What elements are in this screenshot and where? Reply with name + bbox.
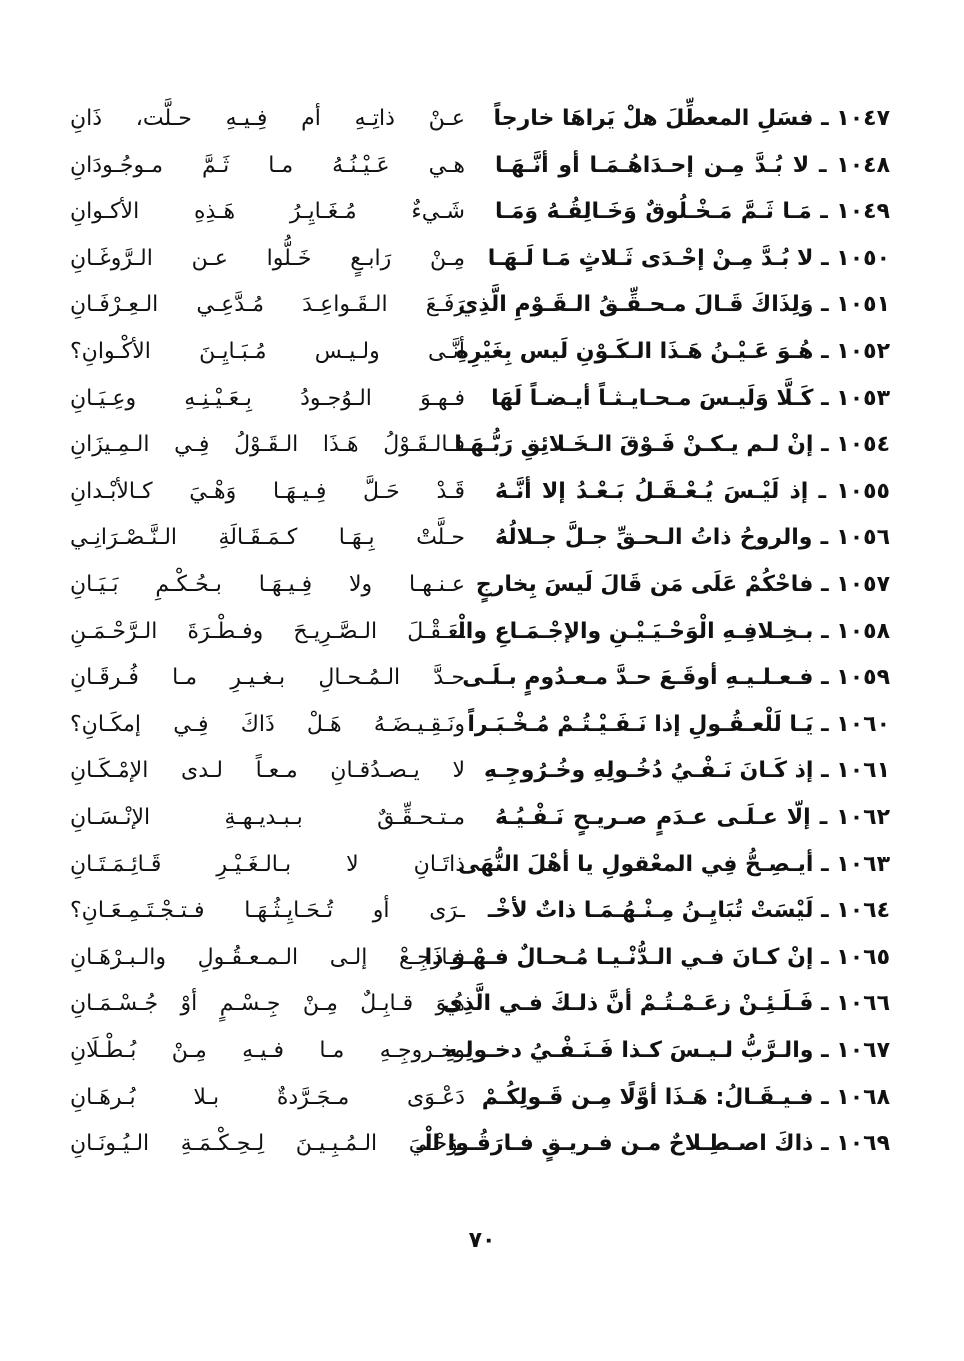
verse-line: [70, 236, 890, 283]
verse-first-hemistich: [495, 153, 890, 179]
verse-first-text: كَـلَّا وَلَيـسَ مـحـايـثـاً أيـضـاً لَهَا: [491, 385, 814, 411]
verse-first-text: فاحْكُمْ عَلَى مَن قَالَ لَيسَ بِخارجٍ: [475, 572, 814, 598]
verse-first-text: لا بُـدَّ مِـنْ إحْـدَى ثَـلاثٍ مَـا لَـهَـا: [487, 245, 814, 271]
verse-number: ١٠٥٥: [836, 478, 890, 504]
verse-separator: ـ: [821, 898, 829, 924]
verse-separator: ـ: [821, 385, 829, 411]
verse-first-text: أيـصِـحُّ فِي المعْقولِ يا أهْلَ النُّهَى: [457, 851, 814, 877]
verse-separator: ـ: [821, 339, 829, 365]
verse-second-hemistich: هُـوَ قـابِـلٌ مِـنْ جِـسْـمٍ أوْ جُـسْـمَـانِ: [70, 991, 465, 1017]
verse-second-hemistich: عـنْ ذاتِـهِ أم فِـيـهِ حـلَّت، ذَانِ: [70, 106, 465, 132]
verse-line: [70, 748, 890, 795]
verse-line: [70, 795, 890, 842]
verse-first-text: هُـوَ عَـيْـنُ هَـذَا الـكَـوْنِ لَيس بِغَيْرِهِ: [455, 339, 814, 365]
verse-number: ١٠٥٠: [836, 245, 890, 271]
verse-number: ١٠٥٦: [836, 525, 890, 551]
verse-second-hemistich: مـتـحـقِّـقٌ بـبـديـهـةِ الإنْـسَـانِ: [70, 805, 465, 830]
verse-separator: ـ: [818, 478, 827, 504]
poem-verses: [70, 96, 890, 1168]
verse-separator: ـ: [821, 572, 829, 598]
verse-second-hemistich: ـعَـقْـلَ الـصَّـرِيـحَ وفـطْـرَةَ الـرَّحْـمَـنِ: [70, 618, 465, 644]
verse-line: [70, 96, 890, 143]
verse-second-hemistich: ذاتَـانِ لا بـالـغَـيْـرِ قَـائِـمَـتَـانِ: [70, 851, 465, 877]
verse-first-hemistich: [495, 106, 890, 132]
verse-separator: ـ: [821, 245, 829, 271]
verse-second-hemistich: أنَّـى ولـيـس مُـبَـايِـنَ الأكْـوانِ؟: [70, 339, 465, 365]
verse-first-hemistich: [424, 944, 890, 971]
verse-number: ١٠٤٩: [836, 199, 890, 225]
verse-separator: ـ: [821, 758, 829, 784]
verse-first-hemistich: [450, 618, 890, 645]
verse-line: [70, 189, 890, 236]
verse-number: ١٠٦٤: [836, 898, 890, 924]
verse-first-text: إنْ كـانَ فـي الـدُّنْـيـا مُـحـالٌ فـهْـوَ ذَا: [424, 944, 814, 970]
verse-second-hemistich: فـارجِـعْ إلـى الـمـعـقُـولِ والـبـرْهَـانِ: [70, 944, 465, 970]
verse-line: [70, 609, 890, 656]
verse-second-hemistich: حـلَّتْ بِـهَـا كـمَـقَـالَةِ الـنَّـصْـرَانِـي: [70, 525, 465, 551]
verse-first-hemistich: [487, 245, 890, 272]
verse-separator: ـ: [821, 1037, 829, 1063]
verse-line: [70, 1074, 890, 1121]
verse-line: [70, 1121, 890, 1168]
verse-first-hemistich: [495, 479, 890, 505]
verse-first-text: فَـلَـئِـنْ زعَـمْـتُـمْ أنَّ ذلـكَ فـي الَّذِي: [442, 991, 814, 1017]
verse-number: ١٠٦٢: [836, 805, 890, 830]
verse-first-hemistich: [484, 758, 890, 784]
verse-line: [70, 376, 890, 423]
verse-first-text: فسَلِ المعطِّلَ هلْ يَراهَا خارجاً: [493, 106, 814, 132]
verse-number: ١٠٦٥: [836, 944, 890, 970]
verse-first-hemistich: [495, 805, 890, 831]
verse-second-hemistich: لا يـصـدُقـانِ مـعـاً لـدى الإمْـكَـانِ: [70, 758, 465, 784]
verse-first-text: إنْ لـم يـكـنْ فَـوْقَ الـخَـلائِقِ رَبُّـهَـا: [454, 432, 814, 458]
verse-first-hemistich: [454, 432, 890, 458]
verse-line: [70, 702, 890, 749]
verse-separator: ـ: [819, 805, 828, 830]
verse-second-hemistich: قَـدْ حَـلَّ فِـيـهَـا وَهْـيَ كـالأبْـدانِ: [70, 478, 465, 504]
verse-first-hemistich: [495, 199, 890, 225]
verse-first-hemistich: [457, 851, 890, 878]
verse-first-hemistich: [458, 292, 890, 318]
verse-number: ١٠٥٧: [836, 572, 890, 598]
verse-number: ١٠٦٣: [836, 851, 890, 877]
verse-second-hemistich: وخـروجِـهِ مـا فـيـهِ مِـنْ بُـطْـلَانِ: [70, 1037, 465, 1063]
verse-second-hemistich: حـدَّ الـمُـحـالِ بـغـيـرِ مـا فُـرقَـانِ: [70, 665, 465, 691]
verse-number: ١٠٦٩: [836, 1131, 890, 1157]
verse-line: [70, 888, 890, 935]
verse-line: [70, 981, 890, 1028]
verse-number: ١٠٥٨: [836, 618, 890, 644]
verse-line: [70, 329, 890, 376]
verse-second-hemistich: هـي عَـيْـنُـهُ مـا ثَـمَّ مـوجُـودَانِ: [70, 152, 465, 178]
verse-separator: ـ: [821, 432, 829, 458]
verse-first-hemistich: [487, 898, 890, 924]
verse-number: ١٠٦٨: [836, 1084, 890, 1110]
verse-second-hemistich: شَـيءٌ مُـغَـايِـرُ هَـذِهِ الأكـوانِ: [70, 199, 465, 225]
verse-first-text: فـيـقَـالُ: هَـذَا أوَّلًا مِـن قَـولِكُـمْ: [481, 1084, 814, 1110]
verse-number: ١٠٦٦: [836, 991, 890, 1017]
verse-separator: ـ: [818, 152, 827, 178]
verse-separator: ـ: [821, 711, 829, 737]
verse-first-hemistich: [475, 572, 890, 598]
verse-first-text: لا بُـدَّ مِـن إحـدَاهُـمَـا أو أنَّـهَـا: [495, 152, 810, 178]
verse-first-text: مَـا ثَـمَّ مَـخْـلُوقٌ وَخَـالِقُـهُ وَمَـا: [495, 199, 812, 225]
verse-first-hemistich: [455, 339, 890, 365]
verse-first-text: إذ لَيْـسَ يُـعْـقَـلُ بَـعْـدُ إلا أنَّـهُ: [495, 478, 809, 504]
verse-first-hemistich: [495, 525, 890, 551]
verse-line: [70, 282, 890, 329]
verse-second-hemistich: عـنـهـا ولا فِـيـهَـا بـحُـكْـمِ بَـيَـانِ: [70, 572, 465, 598]
page-number: ٧٠: [468, 1228, 496, 1253]
verse-first-hemistich: [462, 665, 890, 691]
verse-separator: ـ: [821, 944, 829, 970]
verse-first-text: والروحُ ذاتُ الـحـقِّ جـلَّ جـلالُهُ: [495, 525, 813, 551]
verse-first-hemistich: [416, 1131, 890, 1157]
verse-second-hemistich: دَعْـوَى مـجَـرَّدةٌ بـلا بُـرهَـانِ: [70, 1084, 465, 1110]
verse-first-text: لَيْسَتْ تُبَايِـنُ مِـنْـهُـمَـا ذاتٌ لأخْـ: [487, 898, 814, 924]
verse-first-hemistich: [467, 711, 890, 738]
verse-first-text: ذاكَ اصـطِـلاحٌ مـن فـريـقٍ فـارَقُـوا الْـ: [416, 1131, 814, 1157]
verse-line: [70, 562, 890, 609]
verse-line: [70, 1028, 890, 1075]
verse-first-hemistich: [491, 385, 890, 412]
verse-number: ١٠٥٤: [836, 432, 890, 458]
verse-number: ١٠٥١: [836, 292, 890, 318]
verse-first-text: بـخِـلافِـهِ الْوَحْـيَـيْـنِ والإجْـمَـاعِ والْـ: [450, 618, 814, 644]
verse-number: ١٠٤٨: [836, 152, 890, 178]
verse-number: ١٠٤٧: [836, 106, 890, 132]
verse-separator: ـ: [821, 991, 829, 1017]
verse-second-hemistich: مِـنْ رَابـعٍ خَـلُّوا عـن الـرَّوغَـانِ: [70, 245, 465, 271]
verse-line: [70, 655, 890, 702]
verse-number: ١٠٦٠: [836, 711, 890, 737]
verse-number: ١٠٥٩: [836, 665, 890, 691]
verse-first-text: إلّا عـلَـى عـدَمٍ صـريـحٍ نَـفْـيُـهُ: [495, 805, 811, 830]
verse-line: [70, 422, 890, 469]
verse-separator: ـ: [821, 1084, 829, 1110]
verse-first-hemistich: [481, 1084, 890, 1111]
verse-separator: ـ: [821, 665, 829, 691]
verse-number: ١٠٥٢: [836, 339, 890, 365]
verse-first-text: والـرَّبُّ لـيـسَ كـذا فَـنَـفْـيُ دخـولِـهِ: [444, 1037, 814, 1063]
verse-second-hemistich: فـالـقَـوْلُ هَـذَا الـقَـوْلُ فِـي الـمِـيزَانِ: [70, 432, 465, 458]
verse-first-text: يَـا لَلْعـقُـولِ إذا نَـفَـيْـتُـمْ مُـخْـبَـراً: [467, 711, 814, 737]
verse-second-hemistich: ـوَحْـيَ الـمُـبِـيـنَ لِـحِـكْـمَـةِ الـيُـونَـانِ: [70, 1131, 465, 1157]
verse-line: [70, 935, 890, 982]
verse-separator: ـ: [820, 525, 829, 551]
verse-number: ١٠٦١: [836, 758, 890, 784]
verse-first-hemistich: [442, 991, 890, 1017]
verse-second-hemistich: ونَـقِـيـضَـهُ هَـلْ ذَاكَ فِـي إمكَـانِ؟: [70, 711, 465, 737]
verse-first-text: فـعـلـيـهِ أوقَـعَ حـدَّ مـعـدُومٍ بـلَـى: [462, 665, 814, 691]
verse-line: [70, 842, 890, 889]
verse-separator: ـ: [821, 292, 829, 318]
verse-separator: ـ: [821, 618, 829, 644]
verse-second-hemistich: فـهـوَ الـوُجـودُ بِـعَـيْـنِـهِ وعِـيَـانِ: [70, 385, 465, 411]
verse-second-hemistich: رَفَـعَ الـقَـواعِـدَ مُـدَّعِـي الـعِـرْفَـانِ: [70, 292, 465, 318]
verse-line: [70, 515, 890, 562]
verse-line: [70, 143, 890, 190]
verse-second-hemistich: ـرَى أو تُـحَـايِـثُـهَـا فـتـجْـتَـمِـعَـانِ؟: [70, 898, 465, 924]
verse-line: [70, 469, 890, 516]
verse-number: ١٠٥٣: [836, 385, 890, 411]
verse-first-hemistich: [444, 1037, 890, 1064]
verse-separator: ـ: [821, 1131, 829, 1157]
verse-separator: ـ: [821, 851, 829, 877]
verse-first-text: وَلِذَاكَ قَـالَ مـحـقِّـقُ الـقَـوْمِ الَّذِي: [458, 292, 814, 318]
verse-separator: ـ: [821, 106, 829, 132]
verse-separator: ـ: [820, 199, 828, 225]
verse-number: ١٠٦٧: [836, 1037, 890, 1063]
verse-first-text: إذ كَـانَ نَـفْـيُ دُخُـولِهِ وخُـرُوجِـهِ: [484, 758, 814, 784]
